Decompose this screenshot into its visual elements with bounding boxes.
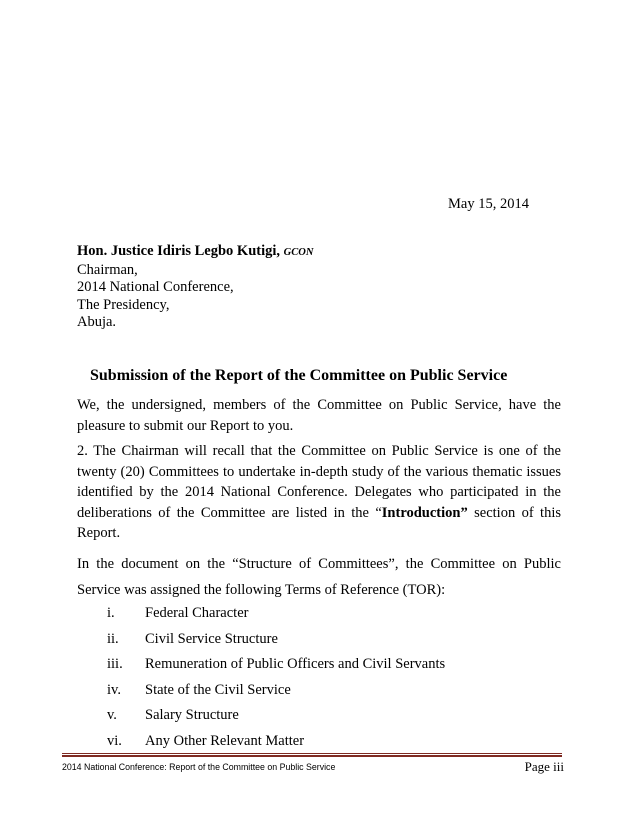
addressee-honorific: GCON: [283, 247, 314, 258]
list-item-text: Federal Character: [145, 605, 249, 621]
list-item-number: i.: [107, 605, 115, 621]
addressee-line: 2014 National Conference,: [77, 279, 234, 295]
list-item: [107, 627, 445, 653]
list-item-text: Any Other Relevant Matter: [145, 732, 305, 749]
list-item-text: Civil Service Structure: [145, 630, 278, 647]
terms-of-reference-list: [107, 601, 445, 755]
list-item-number: v.: [107, 707, 117, 724]
introduction-emphasis: Introduction”: [381, 504, 468, 521]
paragraph-2-text: 2. The Chairman will recall that the Committee on Public Service is one of the twenty (20) Committees to undertake in-depth study of the various thematic issues identified by the 2014 National Conference. Delegates who participated in the deliberations of the Committee are listed in the “: [77, 443, 561, 521]
paragraph-1: We, the undersigned, members of the Committee on Public Service, have the pleasure to submit our Report to you.: [77, 397, 561, 434]
list-item: [107, 729, 445, 755]
list-item: [107, 601, 445, 627]
addressee-line: Chairman,: [77, 261, 138, 278]
letter-date: May 15, 2014: [448, 196, 529, 212]
list-item-number: ii.: [107, 630, 119, 647]
list-item-number: iv.: [107, 681, 121, 698]
addressee-line: Abuja.: [77, 314, 117, 330]
paragraph-2: [77, 441, 561, 544]
letter-subject: Submission of the Report of the Committee on Public Service: [90, 367, 508, 384]
footer-title: 2014 National Conference: Report of the Committee on Public Service: [62, 762, 336, 772]
paragraph-2-text-end: section of this Report.: [77, 504, 561, 541]
addressee-name: Hon. Justice Idiris Legbo Kutigi,: [77, 243, 281, 259]
list-item-number: iii.: [107, 656, 123, 673]
list-item: [107, 652, 445, 678]
list-item-text: State of the Civil Service: [145, 681, 291, 698]
list-item-number: vi.: [107, 732, 122, 749]
page-number: Page iii: [524, 759, 564, 774]
list-item-text: Salary Structure: [145, 707, 239, 724]
list-item: [107, 703, 445, 729]
list-item: [107, 678, 445, 704]
addressee-name-line: [77, 243, 313, 262]
list-item-text: Remuneration of Public Officers and Civil Servants: [145, 656, 446, 673]
paragraph-3: In the document on the “Structure of Committees”, the Committee on Public Service was assigned the following Terms of Reference (TOR):: [77, 556, 561, 598]
addressee-block: [77, 243, 313, 332]
addressee-line: The Presidency,: [77, 296, 170, 313]
footer-divider: [62, 753, 562, 757]
